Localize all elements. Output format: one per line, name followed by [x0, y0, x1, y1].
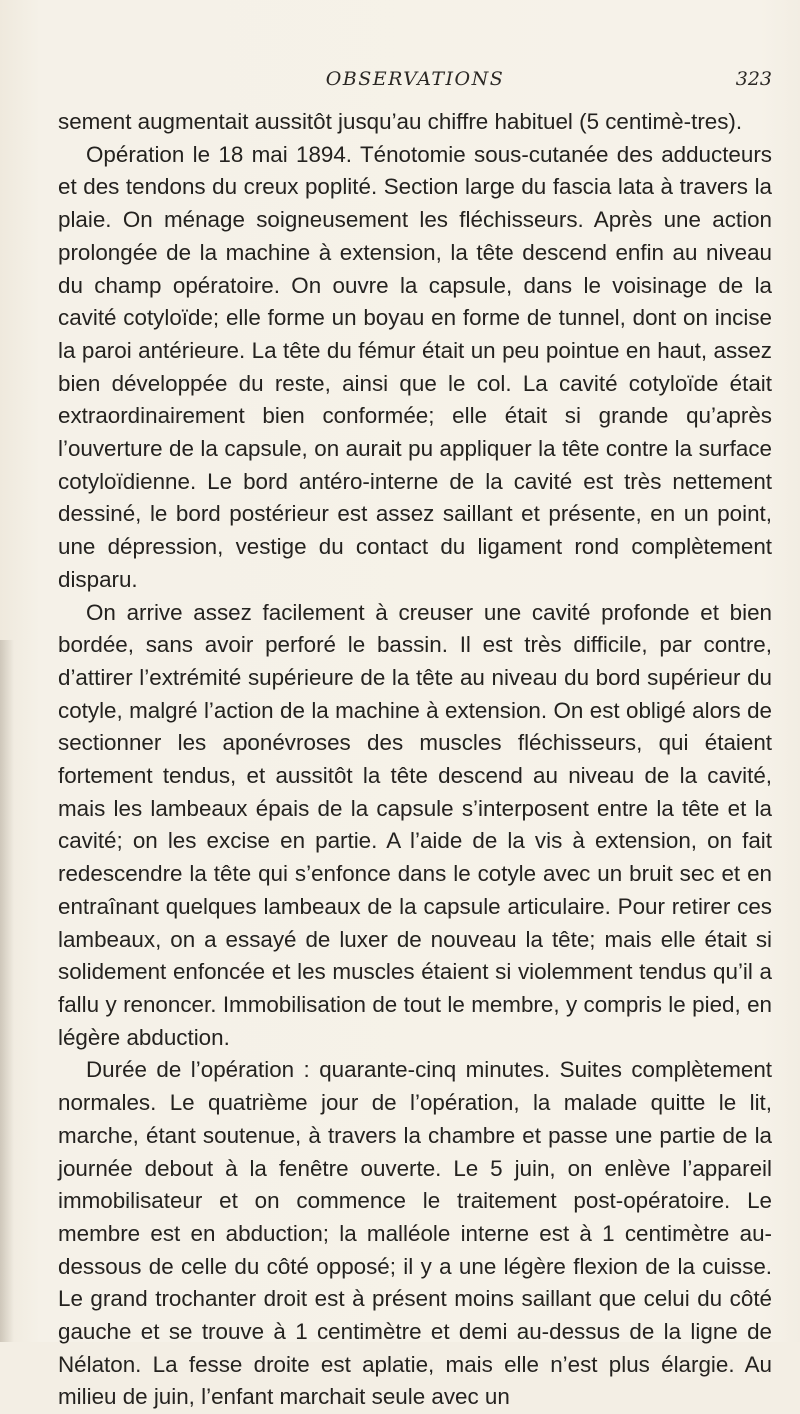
paragraph-procedure: On arrive assez facilement à creuser une cavité profonde et bien bordée, sans avoir perforé le bassin. Il est très difficile, par contre, d’attirer l’extrémité supérieure de la tête au niveau du bord supérieur du cotyle, malgré l’action de la machine à extension. On est obligé alors de sectionner les aponévroses des muscles fléchisseurs, qui étaient fortement tendus, et aussitôt la tête descend au niveau de la cavité, mais les lambeaux épais de la capsule s’interposent entre la tête et la cavité; on les excise en partie. A l’aide de la vis à extension, on fait redescendre la tête qui s’enfonce dans le cotyle avec un bruit sec et en entraînant quelques lambeaux de la capsule articulaire. Pour retirer ces lambeaux, on a essayé de luxer de nouveau la tête; mais elle était si solidement enfoncée et les muscles étaient si violemment tendus qu’il a fallu y renoncer. Immobilisation de tout le membre, y compris le pied, en légère abduction. — [58, 599, 772, 1050]
body-text — [58, 106, 772, 1414]
paragraph-continuation: sement augmentait aussitôt jusqu’au chiffre habituel (5 centimè-tres). — [58, 109, 743, 134]
binding-shadow — [0, 640, 14, 1342]
running-title: OBSERVATIONS — [325, 68, 505, 90]
page-number: 323 — [735, 68, 772, 90]
paragraph-operation: Opération le 18 mai 1894. Ténotomie sous-cutanée des adducteurs et des tendons du creux poplité. Section large du fascia lata à travers la plaie. On ménage soigneusement les fléchisseurs. Après une action prolongée de la machine à extension, la tête descend enfin au niveau du champ opératoire. On ouvre la capsule, dans le voisinage de la cavité cotyloïde; elle forme un boyau en forme de tunnel, dont on incise la paroi antérieure. La tête du fémur était un peu pointue en haut, assez bien développée du reste, ainsi que le col. La cavité cotyloïde était extraordinairement bien conformée; elle était si grande qu’après l’ouverture de la capsule, on aurait pu appliquer la tête contre la surface cotyloïdienne. Le bord antéro-interne de la cavité est très nettement dessiné, le bord postérieur est assez saillant et présente, en un point, une dépression, vestige du contact du ligament rond complètement disparu. — [58, 141, 772, 592]
paragraph-recovery: Durée de l’opération : quarante-cinq minutes. Suites complètement normales. Le quatrième jour de l’opération, la malade quitte le lit, marche, étant soutenue, à travers la chambre et passe une partie de la journée debout à la fenêtre ouverte. Le 5 juin, on enlève l’appareil immobilisateur et on commence le traitement post-opératoire. Le membre est en abduction; la malléole interne est à 1 centimètre au-dessous de celle du côté opposé; il y a une légère flexion de la cuisse. Le grand trochanter droit est à présent moins saillant que celui du côté gauche et se trouve à 1 centimètre et demi au-dessus de la ligne de Nélaton. La fesse droite est aplatie, mais elle n’est plus élargie. Au milieu de juin, l’enfant marchait seule avec un — [58, 1057, 772, 1410]
page-header — [58, 66, 772, 96]
